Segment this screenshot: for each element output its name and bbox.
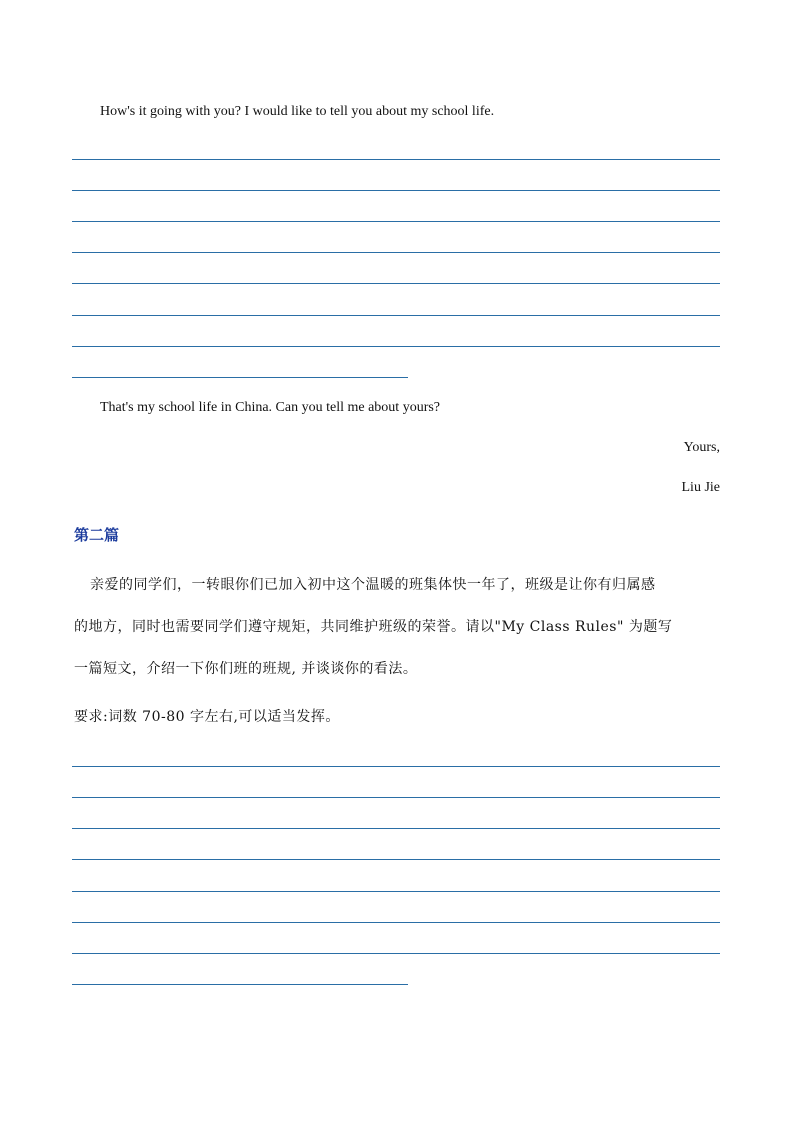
writing-line[interactable] (72, 252, 720, 253)
prompt-line-1: 亲爱的同学们，一转眼你们已加入初中这个温暖的班集体快一年了，班级是让你有归属感 (90, 577, 656, 593)
writing-line[interactable] (72, 190, 720, 191)
section-heading: 第二篇 (74, 526, 120, 544)
prompt-line-2: 的地方，同时也需要同学们遵守规矩，共同维护班级的荣誉。请以"My Class Rules" 为题写 (74, 619, 673, 635)
writing-line[interactable] (72, 797, 720, 798)
letter-opening: How's it going with you? I would like to tell you about my school life. (100, 104, 495, 119)
writing-line[interactable] (72, 315, 720, 316)
writing-line-short[interactable] (72, 984, 408, 985)
prompt-line-3: 一篇短文，介绍一下你们班的班规, 并谈谈你的看法。 (74, 661, 418, 677)
writing-line[interactable] (72, 891, 720, 892)
letter-closing: That's my school life in China. Can you tell me about yours? (100, 400, 441, 415)
requirement-text: 要求:词数 70-80 字左右,可以适当发挥。 (74, 709, 340, 725)
writing-line[interactable] (72, 283, 720, 284)
writing-line[interactable] (72, 221, 720, 222)
writing-line[interactable] (72, 766, 720, 767)
writing-line[interactable] (72, 859, 720, 860)
letter-signoff: Yours, (683, 440, 720, 455)
writing-line[interactable] (72, 953, 720, 954)
writing-line[interactable] (72, 922, 720, 923)
writing-line[interactable] (72, 346, 720, 347)
letter-signature: Liu Jie (681, 480, 720, 495)
writing-line-short[interactable] (72, 377, 408, 378)
writing-line[interactable] (72, 159, 720, 160)
writing-line[interactable] (72, 828, 720, 829)
